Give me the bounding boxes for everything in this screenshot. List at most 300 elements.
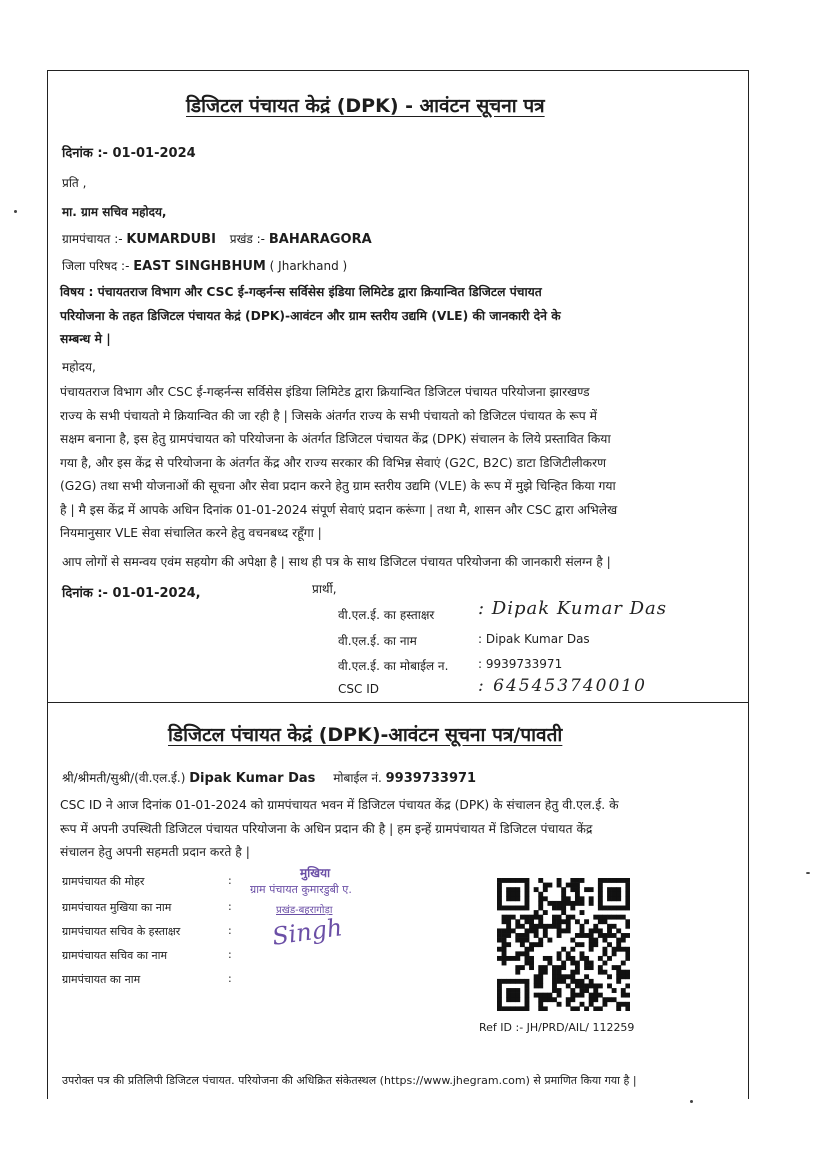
qr-module xyxy=(561,906,566,911)
qr-module xyxy=(580,1002,585,1007)
qr-module xyxy=(566,901,571,906)
qr-module xyxy=(552,965,557,970)
qr-module xyxy=(616,892,621,897)
qr-module xyxy=(538,878,543,883)
gp-value: KUMARDUBI xyxy=(126,232,216,247)
qr-module xyxy=(529,965,534,970)
qr-module xyxy=(506,988,511,993)
qr-module xyxy=(511,1006,516,1011)
receipt-paragraph xyxy=(60,794,740,865)
qr-module xyxy=(566,951,571,956)
qr-module xyxy=(612,896,617,901)
qr-module xyxy=(515,965,520,970)
subject-block xyxy=(60,281,740,352)
qr-module xyxy=(625,919,630,924)
qr-module xyxy=(506,928,511,933)
qr-module xyxy=(575,883,580,888)
qr-module xyxy=(584,887,589,892)
footer-note: उपरोक्त पत्र की प्रतिलिपी डिजिटल पंचायत. परियोजना की अधिक्रित संकेतस्थल (https://www.jhegram.com) से प्रमाणित किया गया है | xyxy=(62,1074,637,1087)
qr-module xyxy=(580,896,585,901)
secretary-signature: Singh xyxy=(270,913,345,951)
qr-module xyxy=(584,961,589,966)
qr-module xyxy=(570,993,575,998)
qr-module xyxy=(515,1006,520,1011)
qr-module xyxy=(566,997,571,1002)
qr-module xyxy=(607,892,612,897)
qr-module xyxy=(497,979,502,984)
qr-module xyxy=(607,878,612,883)
csc-id-label: CSC ID xyxy=(338,682,379,696)
colon: : xyxy=(228,972,232,985)
qr-module xyxy=(557,979,562,984)
qr-module xyxy=(557,901,562,906)
qr-module xyxy=(511,892,516,897)
qr-module xyxy=(525,906,530,911)
receipt-name-line xyxy=(62,769,476,786)
qr-module xyxy=(580,910,585,915)
qr-module xyxy=(502,961,507,966)
qr-module xyxy=(502,938,507,943)
qr-module xyxy=(525,947,530,952)
qr-module xyxy=(561,965,566,970)
vle-sign-label: वी.एल.ई. का हस्ताक्षर xyxy=(338,608,435,622)
qr-module xyxy=(589,983,594,988)
qr-module xyxy=(575,892,580,897)
qr-module xyxy=(612,892,617,897)
qr-module xyxy=(570,1006,575,1011)
qr-module xyxy=(525,961,530,966)
qr-module xyxy=(607,887,612,892)
qr-module xyxy=(529,961,534,966)
qr-module xyxy=(543,928,548,933)
qr-module xyxy=(625,983,630,988)
qr-module xyxy=(616,887,621,892)
qr-module xyxy=(534,924,539,929)
qr-module xyxy=(552,906,557,911)
qr-module xyxy=(543,933,548,938)
closing-line: आप लोगों से समन्वय एवंम सहयोग की अपेक्षा है | साथ ही पत्र के साथ डिजिटल पंचायत परियोजना की जानकारी संलग्न है | xyxy=(62,555,611,569)
qr-module xyxy=(589,997,594,1002)
qr-module xyxy=(607,924,612,929)
qr-module xyxy=(575,878,580,883)
qr-module xyxy=(570,878,575,883)
qr-module xyxy=(584,983,589,988)
qr-module xyxy=(525,956,530,961)
qr-module xyxy=(497,901,502,906)
qr-module xyxy=(621,906,626,911)
qr-module xyxy=(543,924,548,929)
receipt-name: Dipak Kumar Das xyxy=(189,771,316,786)
qr-module xyxy=(506,878,511,883)
qr-module xyxy=(557,993,562,998)
qr-module xyxy=(625,956,630,961)
qr-module xyxy=(529,924,534,929)
qr-module xyxy=(552,979,557,984)
qr-module xyxy=(616,906,621,911)
qr-module xyxy=(598,1006,603,1011)
qr-module xyxy=(625,892,630,897)
qr-module xyxy=(557,928,562,933)
qr-module xyxy=(557,906,562,911)
qr-module xyxy=(515,878,520,883)
qr-module xyxy=(598,887,603,892)
section-divider xyxy=(47,702,749,703)
qr-module xyxy=(506,933,511,938)
qr-module xyxy=(580,933,585,938)
qr-module xyxy=(511,915,516,920)
qr-module xyxy=(525,988,530,993)
qr-module xyxy=(552,997,557,1002)
qr-module xyxy=(520,938,525,943)
qr-module xyxy=(570,938,575,943)
vle-mobile-label: वी.एल.ई. का मोबाईल न. xyxy=(338,659,449,673)
qr-module xyxy=(525,887,530,892)
gp-secretary-name-label: ग्रामपंचायत सचिव का नाम xyxy=(62,949,168,962)
qr-module xyxy=(543,970,548,975)
qr-module xyxy=(534,979,539,984)
qr-module xyxy=(570,906,575,911)
qr-module xyxy=(589,965,594,970)
qr-module xyxy=(561,896,566,901)
qr-module xyxy=(515,970,520,975)
qr-module xyxy=(625,878,630,883)
date2-value: 01-01-2024, xyxy=(112,586,201,601)
body-paragraph xyxy=(60,381,740,546)
qr-module xyxy=(497,1002,502,1007)
body-line: (G2G) तथा सभी योजनाओं की सूचना और सेवा प्रदान करने हेतु ग्राम स्तरीय उद्यमि (VLE) के रूप में मुझे चिन्हित किया गया xyxy=(60,479,616,493)
qr-module xyxy=(497,983,502,988)
qr-module xyxy=(607,928,612,933)
qr-module xyxy=(598,965,603,970)
qr-module xyxy=(598,956,603,961)
qr-module xyxy=(566,919,571,924)
qr-module xyxy=(616,896,621,901)
qr-module xyxy=(612,906,617,911)
qr-module xyxy=(511,993,516,998)
date-value: 01-01-2024 xyxy=(112,146,196,161)
qr-module xyxy=(506,924,511,929)
stamp-line: ग्राम पंचायत कुमारडुबी ए. xyxy=(250,883,352,896)
qr-module xyxy=(520,979,525,984)
ref-id: Ref ID :- JH/PRD/AIL/ 112259 xyxy=(479,1021,635,1034)
qr-module xyxy=(602,970,607,975)
qr-module xyxy=(561,974,566,979)
qr-module xyxy=(598,970,603,975)
qr-module xyxy=(580,951,585,956)
date-line xyxy=(62,143,196,161)
qr-module xyxy=(529,942,534,947)
qr-module xyxy=(538,896,543,901)
qr-module xyxy=(520,924,525,929)
qr-module xyxy=(525,915,530,920)
qr-module xyxy=(543,887,548,892)
qr-module xyxy=(621,915,626,920)
qr-module xyxy=(598,901,603,906)
colon: : xyxy=(228,874,232,887)
qr-module xyxy=(529,915,534,920)
qr-module xyxy=(621,947,626,952)
qr-module xyxy=(607,933,612,938)
receipt-mobile: 9939733971 xyxy=(385,771,477,786)
body-line: राज्य के सभी पंचायतो मे क्रियान्वित की जा रही है | जिसके अंतर्गत राज्य के सभी पंचायतो को डिजिटल पंचायत के रूप में xyxy=(60,408,597,423)
qr-module xyxy=(616,970,621,975)
qr-module xyxy=(607,983,612,988)
qr-module xyxy=(538,970,543,975)
qr-module xyxy=(621,993,626,998)
qr-module xyxy=(525,919,530,924)
qr-module xyxy=(589,887,594,892)
qr-module xyxy=(602,933,607,938)
qr-module xyxy=(547,901,552,906)
qr-module xyxy=(589,961,594,966)
qr-module xyxy=(506,896,511,901)
qr-module xyxy=(534,915,539,920)
qr-module xyxy=(612,997,617,1002)
qr-module xyxy=(525,951,530,956)
scan-speck xyxy=(806,872,810,874)
qr-module xyxy=(534,910,539,915)
qr-module xyxy=(502,906,507,911)
qr-module xyxy=(515,906,520,911)
qr-module xyxy=(616,942,621,947)
qr-module xyxy=(538,938,543,943)
qr-module xyxy=(557,951,562,956)
qr-module xyxy=(616,928,621,933)
qr-module xyxy=(502,933,507,938)
qr-module xyxy=(616,979,621,984)
qr-module xyxy=(552,983,557,988)
qr-module xyxy=(515,892,520,897)
qr-module xyxy=(525,938,530,943)
qr-module xyxy=(557,988,562,993)
qr-module xyxy=(625,1002,630,1007)
qr-module xyxy=(612,965,617,970)
gp-mukhiya-label: ग्रामपंचायत मुखिया का नाम xyxy=(62,901,172,914)
qr-module xyxy=(566,1002,571,1007)
qr-module xyxy=(625,924,630,929)
qr-module xyxy=(538,901,543,906)
qr-module xyxy=(525,933,530,938)
qr-module xyxy=(525,896,530,901)
qr-module xyxy=(570,974,575,979)
subject-line: सम्बन्ध मे | xyxy=(60,332,111,346)
qr-module xyxy=(593,993,598,998)
qr-module xyxy=(497,933,502,938)
qr-module xyxy=(566,896,571,901)
qr-module xyxy=(580,928,585,933)
qr-module xyxy=(497,896,502,901)
qr-module xyxy=(561,979,566,984)
qr-module xyxy=(506,956,511,961)
qr-module xyxy=(575,896,580,901)
vle-name-value: : Dipak Kumar Das xyxy=(478,632,590,646)
block-label: प्रखंड :- xyxy=(229,232,266,246)
qr-module xyxy=(602,919,607,924)
receipt-prefix: श्री/श्रीमती/सुश्री/(वी.एल.ई.) xyxy=(62,771,186,785)
body-line: सक्षम बनाना है, इस हेतु ग्रामपंचायत को परियोजना के अंतर्गत डिजिटल पंचायत केंद्र (DPK) संचालन के लिये प्रस्तावित किया xyxy=(60,432,611,446)
qr-module xyxy=(570,970,575,975)
qr-module xyxy=(538,965,543,970)
qr-module xyxy=(525,901,530,906)
qr-module xyxy=(506,906,511,911)
qr-module xyxy=(589,938,594,943)
qr-module xyxy=(515,951,520,956)
qr-module xyxy=(593,997,598,1002)
qr-module xyxy=(584,974,589,979)
qr-module xyxy=(621,974,626,979)
qr-module xyxy=(547,993,552,998)
qr-module xyxy=(584,988,589,993)
qr-module xyxy=(575,983,580,988)
qr-module xyxy=(570,901,575,906)
qr-module xyxy=(520,906,525,911)
qr-module xyxy=(580,979,585,984)
qr-module xyxy=(515,993,520,998)
qr-module xyxy=(561,961,566,966)
qr-module xyxy=(552,924,557,929)
qr-module xyxy=(616,947,621,952)
qr-module xyxy=(575,919,580,924)
body-line: नियमानुसार VLE सेवा संचालित करने हेतु वचनबध्द रहूँगा | xyxy=(60,526,322,540)
qr-module xyxy=(525,883,530,888)
qr-module xyxy=(570,956,575,961)
qr-module xyxy=(598,878,603,883)
colon: : xyxy=(228,900,232,913)
qr-module xyxy=(552,970,557,975)
qr-module xyxy=(584,965,589,970)
qr-module xyxy=(621,933,626,938)
qr-module xyxy=(621,970,626,975)
qr-module xyxy=(506,915,511,920)
qr-module xyxy=(515,938,520,943)
qr-module xyxy=(575,965,580,970)
qr-module xyxy=(543,896,548,901)
qr-module xyxy=(502,947,507,952)
qr-module xyxy=(552,919,557,924)
district-line xyxy=(62,257,347,274)
qr-module xyxy=(602,951,607,956)
qr-module xyxy=(557,924,562,929)
qr-module xyxy=(621,1002,626,1007)
qr-module xyxy=(575,970,580,975)
qr-module xyxy=(612,988,617,993)
qr-module xyxy=(598,915,603,920)
qr-module xyxy=(547,961,552,966)
qr-module xyxy=(625,974,630,979)
qr-module xyxy=(525,928,530,933)
qr-module xyxy=(598,928,603,933)
qr-module xyxy=(593,942,598,947)
qr-module xyxy=(511,928,516,933)
receipt-mobile-label: मोबाईल नं. xyxy=(333,771,382,785)
qr-module xyxy=(538,983,543,988)
qr-module xyxy=(543,993,548,998)
qr-module xyxy=(616,965,621,970)
qr-module xyxy=(616,1002,621,1007)
qr-module xyxy=(561,910,566,915)
qr-module xyxy=(593,924,598,929)
qr-module xyxy=(506,1006,511,1011)
qr-module xyxy=(593,983,598,988)
qr-module xyxy=(566,974,571,979)
qr-module xyxy=(598,896,603,901)
qr-module xyxy=(534,933,539,938)
qr-module xyxy=(515,956,520,961)
district-label: जिला परिषद :- xyxy=(62,259,130,273)
qr-module xyxy=(552,915,557,920)
qr-module xyxy=(566,983,571,988)
qr-module xyxy=(515,919,520,924)
qr-module xyxy=(616,938,621,943)
vle-name-label: वी.एल.ई. का नाम xyxy=(338,634,417,648)
qr-module xyxy=(525,979,530,984)
qr-module xyxy=(547,956,552,961)
qr-module xyxy=(538,924,543,929)
qr-module xyxy=(557,1002,562,1007)
qr-module xyxy=(520,942,525,947)
qr-module xyxy=(625,951,630,956)
qr-module xyxy=(625,1006,630,1011)
qr-module xyxy=(580,878,585,883)
qr-module xyxy=(570,997,575,1002)
qr-module xyxy=(625,993,630,998)
qr-module xyxy=(625,901,630,906)
qr-module xyxy=(543,956,548,961)
date-label: दिनांक :- xyxy=(62,146,108,161)
gp-block-line xyxy=(62,230,372,247)
qr-module xyxy=(625,970,630,975)
qr-module xyxy=(547,938,552,943)
qr-module xyxy=(584,933,589,938)
qr-module xyxy=(625,947,630,952)
qr-module xyxy=(580,983,585,988)
qr-module xyxy=(534,993,539,998)
qr-module xyxy=(502,979,507,984)
qr-module xyxy=(506,887,511,892)
qr-module xyxy=(557,970,562,975)
qr-module xyxy=(566,928,571,933)
qr-module xyxy=(625,906,630,911)
qr-module xyxy=(616,1006,621,1011)
qr-module xyxy=(598,919,603,924)
qr-module xyxy=(570,883,575,888)
qr-module xyxy=(497,892,502,897)
qr-module xyxy=(525,892,530,897)
qr-module xyxy=(529,919,534,924)
qr-module xyxy=(538,906,543,911)
qr-module xyxy=(607,915,612,920)
qr-module xyxy=(515,887,520,892)
qr-module xyxy=(612,915,617,920)
qr-module xyxy=(561,887,566,892)
qr-module xyxy=(520,915,525,920)
qr-module xyxy=(506,892,511,897)
qr-module xyxy=(520,965,525,970)
qr-module xyxy=(515,924,520,929)
qr-module xyxy=(580,924,585,929)
qr-module xyxy=(515,933,520,938)
qr-module xyxy=(502,951,507,956)
qr-module xyxy=(575,993,580,998)
qr-module xyxy=(607,997,612,1002)
qr-module xyxy=(543,997,548,1002)
qr-module xyxy=(589,933,594,938)
qr-module xyxy=(497,993,502,998)
qr-module xyxy=(598,883,603,888)
qr-module xyxy=(538,979,543,984)
block-value: BAHARAGORA xyxy=(268,232,372,247)
qr-module xyxy=(511,896,516,901)
